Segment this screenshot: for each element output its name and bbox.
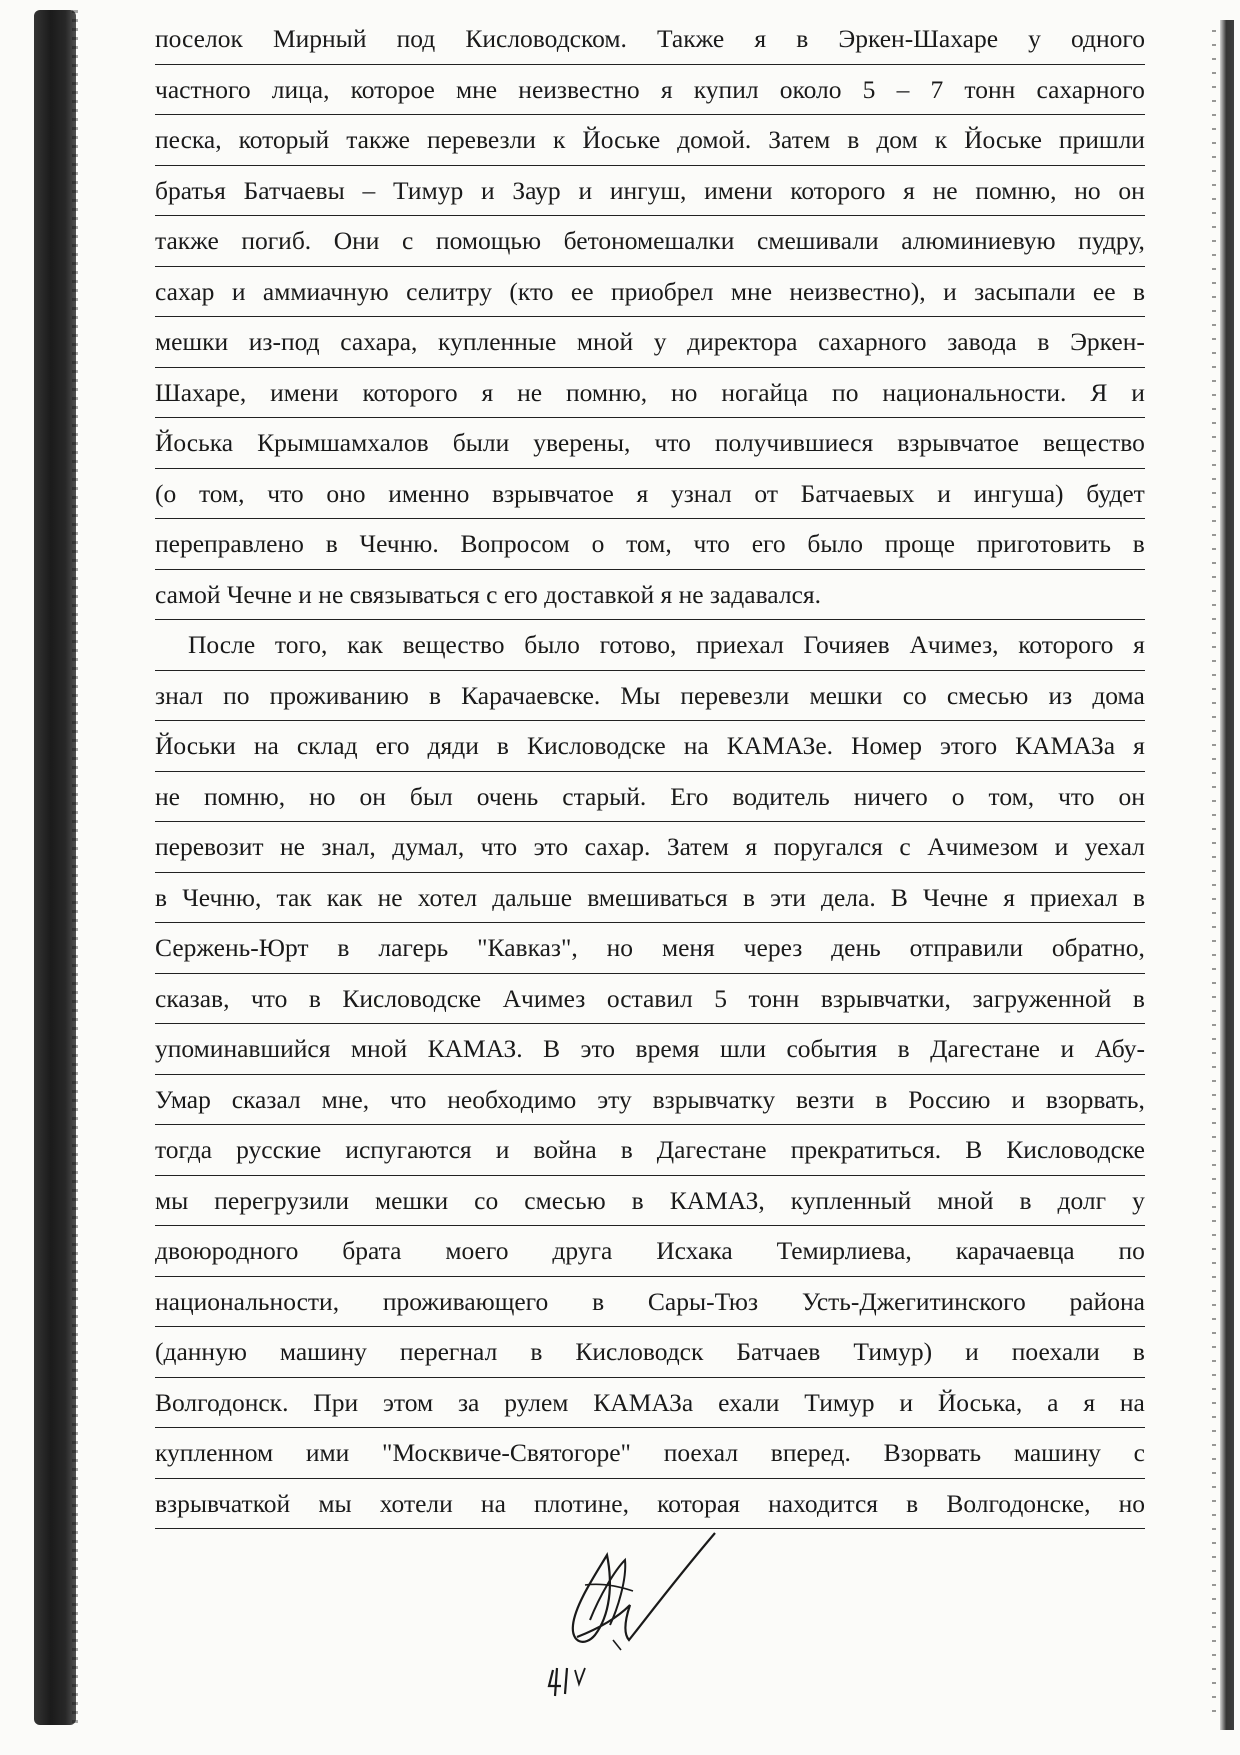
- text-line: (данную машину перегнал в Кисловодск Батчаев Тимур) и поехали в: [155, 1327, 1145, 1378]
- text-line: Йоськи на склад его дяди в Кисловодске на КАМАЗе. Номер этого КАМАЗа я: [155, 721, 1145, 772]
- text-line: Волгодонск. При этом за рулем КАМАЗа ехали Тимур и Йоська, а я на: [155, 1378, 1145, 1429]
- text-line: мы перегрузили мешки со смесью в КАМАЗ, купленный мной в долг у: [155, 1176, 1145, 1227]
- page-number: [545, 1660, 605, 1700]
- text-line: поселок Мирный под Кисловодском. Также я в Эркен-Шахаре у одного: [155, 14, 1145, 65]
- text-line: национальности, проживающего в Сары-Тюз Усть-Джегитинского района: [155, 1277, 1145, 1328]
- text-line: в Чечню, так как не хотел дальше вмешиваться в эти дела. В Чечне я приехал в: [155, 873, 1145, 924]
- scan-edge-right-dots: [1212, 30, 1216, 1720]
- text-line: купленном ими "Москвиче-Святогоре" поехал вперед. Взорвать машину с: [155, 1428, 1145, 1479]
- text-line: двоюродного брата моего друга Исхака Темирлиева, карачаевца по: [155, 1226, 1145, 1277]
- text-line: Йоська Крымшамхалов были уверены, что получившиеся взрывчатое вещество: [155, 418, 1145, 469]
- handwritten-page-number-icon: [545, 1660, 605, 1700]
- scan-edge-left: [34, 10, 76, 1725]
- text-line: Сержень-Юрт в лагерь "Кавказ", но меня через день отправили обратно,: [155, 923, 1145, 974]
- text-line: Шахаре, имени которого я не помню, но ногайца по национальности. Я и: [155, 368, 1145, 419]
- text-line: тогда русские испугаются и война в Дагестане прекратиться. В Кисловодске: [155, 1125, 1145, 1176]
- text-line: братья Батчаевы – Тимур и Заур и ингуш, имени которого я не помню, но он: [155, 166, 1145, 217]
- text-line: (о том, что оно именно взрывчатое я узнал от Батчаевых и ингуша) будет: [155, 469, 1145, 520]
- text-line: частного лица, которое мне неизвестно я купил около 5 – 7 тонн сахарного: [155, 65, 1145, 116]
- text-line: взрывчаткой мы хотели на плотине, которая находится в Волгодонске, но: [155, 1479, 1145, 1530]
- text-line: перевозит не знал, думал, что это сахар. Затем я поругался с Ачимезом и уехал: [155, 822, 1145, 873]
- text-line: сахар и аммиачную селитру (кто ее приобрел мне неизвестно), и засыпали ее в: [155, 267, 1145, 318]
- text-line: также погиб. Они с помощью бетономешалки смешивали алюминиевую пудру,: [155, 216, 1145, 267]
- text-line: песка, который также перевезли к Йоське домой. Затем в дом к Йоське пришли: [155, 115, 1145, 166]
- text-line: После того, как вещество было готово, приехал Гочияев Ачимез, которого я: [155, 620, 1145, 671]
- text-line: мешки из-под сахара, купленные мной у директора сахарного завода в Эркен-: [155, 317, 1145, 368]
- text-line: переправлено в Чечню. Вопросом о том, что его было проще приготовить в: [155, 519, 1145, 570]
- text-line: сказав, что в Кисловодске Ачимез оставил 5 тонн взрывчатки, загруженной в: [155, 974, 1145, 1025]
- text-line: знал по проживанию в Карачаевске. Мы перевезли мешки со смесью из дома: [155, 671, 1145, 722]
- document-text: [155, 14, 1145, 1529]
- text-line: Умар сказал мне, что необходимо эту взрывчатку везти в Россию и взорвать,: [155, 1075, 1145, 1126]
- text-line: упоминавшийся мной КАМАЗ. В это время шли события в Дагестане и Абу-: [155, 1024, 1145, 1075]
- signature-icon: [555, 1525, 745, 1655]
- text-line: не помню, но он был очень старый. Его водитель ничего о том, что он: [155, 772, 1145, 823]
- text-line: самой Чечне и не связываться с его доставкой я не задавался.: [155, 570, 1145, 621]
- scan-edge-right: [1220, 20, 1234, 1730]
